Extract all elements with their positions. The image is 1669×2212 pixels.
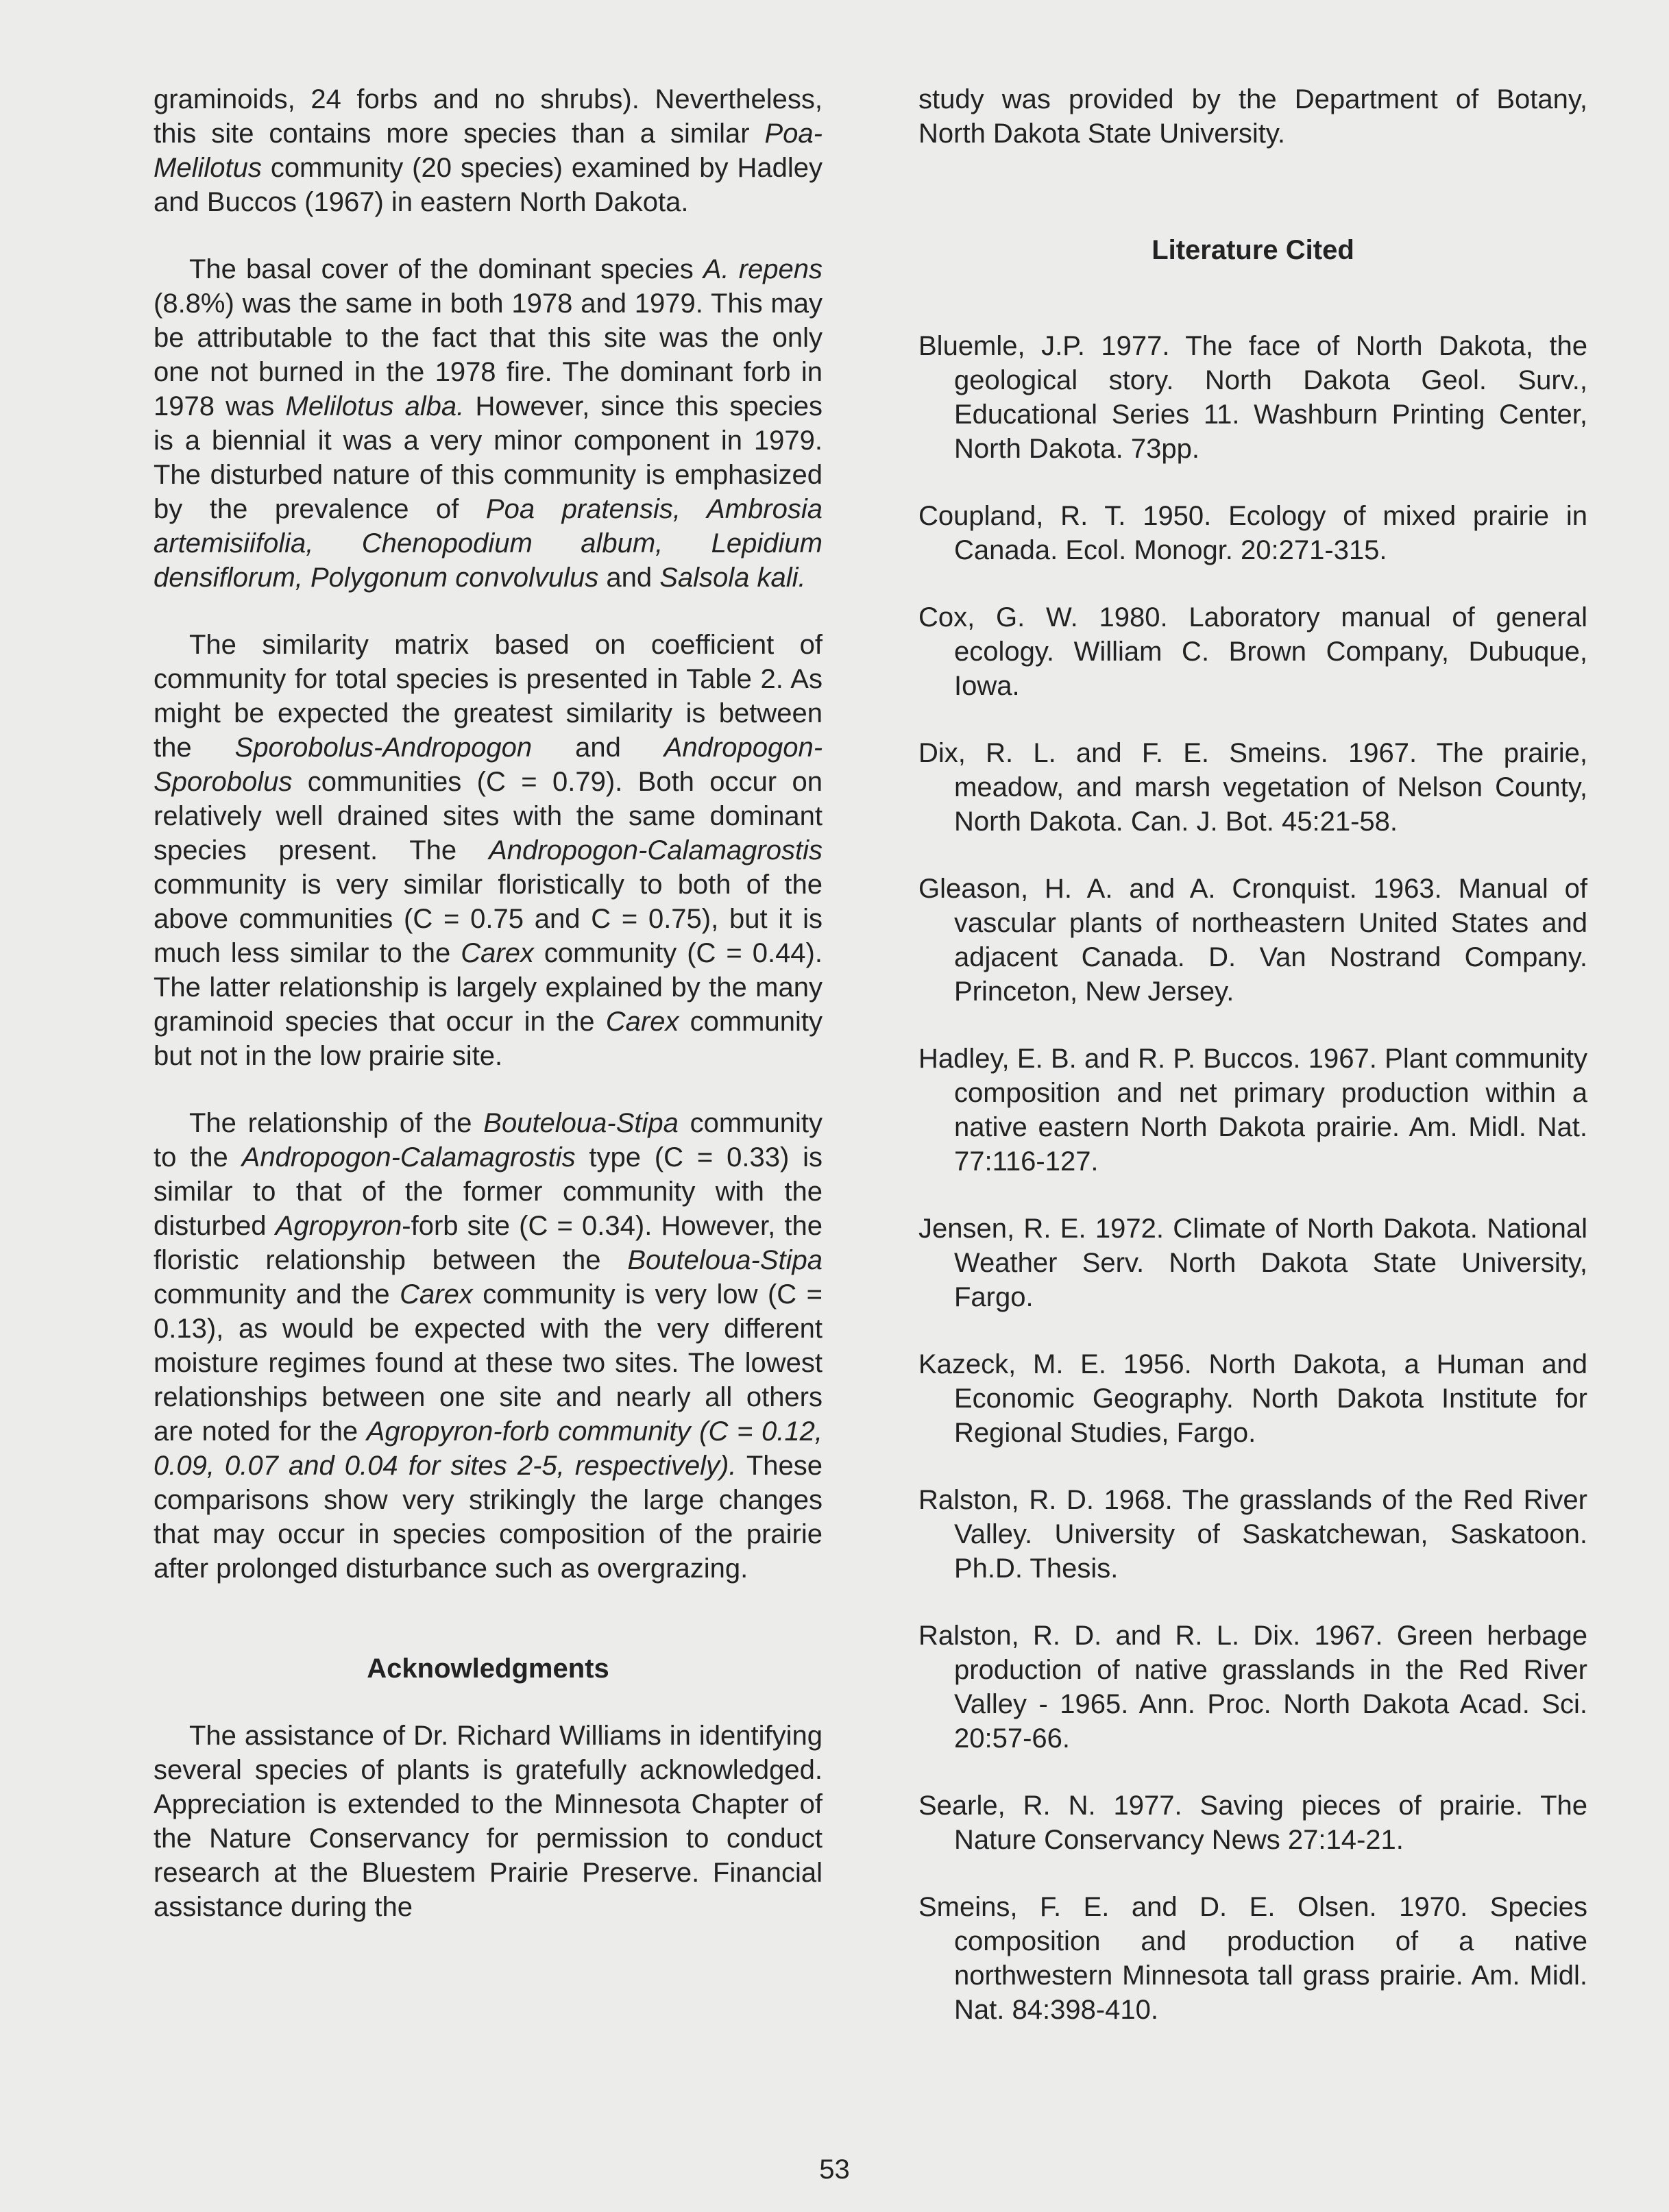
text-run: The basal cover of the dominant species bbox=[189, 254, 703, 284]
acknowledgments-paragraph bbox=[154, 1719, 823, 1924]
italic-text: Poa-Melilotus bbox=[154, 119, 823, 183]
italic-text: Agropyron-forb community (C = 0.12, 0.09, 0.07 and 0.04 for sites 2-5, respectively). bbox=[154, 1416, 823, 1481]
continuation-paragraph: study was provided by the Department of Botany, North Dakota State University. bbox=[918, 84, 1587, 149]
reference-entry: Ralston, R. D. 1968. The grasslands of the Red River Valley. University of Saskatchewan, Saskatoon. Ph.D. Thesis. bbox=[918, 1485, 1587, 1584]
page-number: 53 bbox=[819, 2154, 850, 2185]
text-run: The assistance of Dr. Richard Williams in identifying several species of plants is gratefully acknowledged. Appreciation is extended to the Minnesota Chapter of the Nature Conservancy for permission to conduct research at the Bluestem Prairie Preserve. Financial assistance during the bbox=[154, 1721, 823, 1922]
reference-list bbox=[918, 329, 1587, 2027]
text-run: community (20 species) examined by Hadley and Buccos (1967) in eastern North Dakota. bbox=[154, 153, 823, 217]
text-run: The relationship of the bbox=[189, 1108, 484, 1138]
italic-text: Sporobolus-Andropogon bbox=[234, 733, 533, 763]
body-paragraph-2 bbox=[154, 252, 823, 595]
text-run: graminoids, 24 forbs and no shrubs). Nevertheless, this site contains more species than a similar bbox=[154, 84, 823, 149]
italic-text: Melilotus alba. bbox=[285, 391, 465, 421]
italic-text: Salsola kali. bbox=[659, 563, 806, 593]
italic-text: Carex bbox=[400, 1279, 473, 1310]
text-run: type (C = 0.33) is similar to that of the former community with the disturbed bbox=[154, 1142, 823, 1241]
text-run: -forb site (C = 0.34). However, the floristic relationship between the bbox=[154, 1211, 823, 1275]
left-column bbox=[154, 82, 823, 1957]
reference-entry: Jensen, R. E. 1972. Climate of North Dakota. National Weather Serv. North Dakota State University, Fargo. bbox=[918, 1214, 1587, 1312]
body-paragraph-3 bbox=[154, 628, 823, 1073]
text-run: community is very low (C = 0.13), as would be expected with the very different moisture regimes found at these two sites. The lowest relationships between one site and nearly all others are noted for the bbox=[154, 1279, 823, 1447]
text-run: (8.8%) was the same in both 1978 and 1979. This may be attributable to the fact that this site was the only one not burned in the 1978 fire. The dominant forb in 1978 was bbox=[154, 288, 823, 421]
reference-entry: Ralston, R. D. and R. L. Dix. 1967. Green herbage production of native grasslands in the Red River Valley - 1965. Ann. Proc. North Dakota Acad. Sci. 20:57-66. bbox=[918, 1621, 1587, 1754]
italic-text: Andropogon-Sporobolus bbox=[154, 733, 823, 797]
reference-entry: Searle, R. N. 1977. Saving pieces of prairie. The Nature Conservancy News 27:14-21. bbox=[918, 1791, 1587, 1855]
text-run: community (C = 0.44). The latter relationship is largely explained by the many graminoid species that occur in the bbox=[154, 938, 823, 1037]
reference-entry: Cox, G. W. 1980. Laboratory manual of general ecology. William C. Brown Company, Dubuque, Iowa. bbox=[918, 602, 1587, 701]
italic-text: Bouteloua-Stipa bbox=[627, 1245, 823, 1275]
reference-entry: Smeins, F. E. and D. E. Olsen. 1970. Species composition and production of a native northwestern Minnesota tall grass prairie. Am. Midl. Nat. 84:398-410. bbox=[918, 1892, 1587, 2025]
text-run: communities (C = 0.79). Both occur on relatively well drained sites with the same dominant species present. The bbox=[154, 767, 823, 865]
italic-text: Agropyron bbox=[275, 1211, 402, 1241]
text-run: These comparisons show very strikingly the large changes that may occur in species composition of the prairie after prolonged disturbance such as overgrazing. bbox=[154, 1451, 823, 1584]
reference-entry: Gleason, H. A. and A. Cronquist. 1963. Manual of vascular plants of northeastern United States and adjacent Canada. D. Van Nostrand Company. Princeton, New Jersey. bbox=[918, 874, 1587, 1007]
text-run: The similarity matrix based on coefficient of community for total species is presented in Table 2. As might be expected the greatest similarity is between the bbox=[154, 630, 823, 763]
italic-text: Carex bbox=[461, 938, 534, 968]
reference-entry: Dix, R. L. and F. E. Smeins. 1967. The prairie, meadow, and marsh vegetation of Nelson County, North Dakota. Can. J. Bot. 45:21-58. bbox=[918, 738, 1587, 837]
italic-text: Andropogon-Calamagrostis bbox=[241, 1142, 576, 1172]
text-run: and bbox=[532, 733, 664, 763]
literature-cited-heading: Literature Cited bbox=[1152, 235, 1354, 265]
italic-text: Poa pratensis, Ambrosia artemisiifolia, Chenopodium album, Lepidium densiflorum, Polygonum convolvulus bbox=[154, 494, 823, 593]
right-column bbox=[918, 82, 1587, 2060]
text-run: and bbox=[598, 563, 660, 593]
text-run: community but not in the low prairie site. bbox=[154, 1007, 823, 1071]
reference-entry: Hadley, E. B. and R. P. Buccos. 1967. Plant community composition and net primary production within a native eastern North Dakota prairie. Am. Midl. Nat. 77:116-127. bbox=[918, 1044, 1587, 1177]
reference-entry: Bluemle, J.P. 1977. The face of North Dakota, the geological story. North Dakota Geol. Surv., Educational Series 11. Washburn Printing Center, North Dakota. 73pp. bbox=[918, 331, 1587, 464]
italic-text: Carex bbox=[605, 1007, 679, 1037]
text-run: community is very similar floristically to both of the above communities (C = 0.75 and C = 0.75), but it is much less similar to the bbox=[154, 870, 823, 968]
reference-entry: Kazeck, M. E. 1956. North Dakota, a Human and Economic Geography. North Dakota Institute for Regional Studies, Fargo. bbox=[918, 1349, 1587, 1448]
text-run: community to the bbox=[154, 1108, 823, 1172]
italic-text: Andropogon-Calamagrostis bbox=[489, 835, 823, 865]
body-paragraph-1 bbox=[154, 82, 823, 219]
body-paragraph-4 bbox=[154, 1106, 823, 1586]
text-run: However, since this species is a biennial it was a very minor component in 1979. The disturbed nature of this community is emphasized by the prevalence of bbox=[154, 391, 823, 524]
text-run: community and the bbox=[154, 1279, 400, 1310]
italic-text: Bouteloua-Stipa bbox=[483, 1108, 679, 1138]
reference-entry: Coupland, R. T. 1950. Ecology of mixed prairie in Canada. Ecol. Monogr. 20:271-315. bbox=[918, 501, 1587, 565]
italic-text: A. repens bbox=[703, 254, 823, 284]
acknowledgments-heading: Acknowledgments bbox=[367, 1654, 609, 1684]
